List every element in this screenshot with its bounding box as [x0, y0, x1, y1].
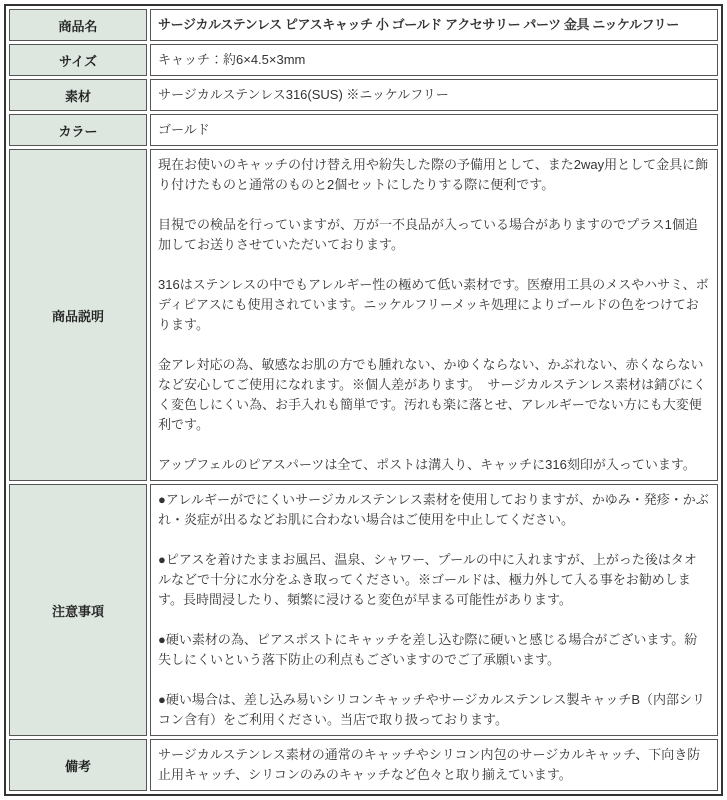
table-row — [9, 739, 718, 791]
paragraph: サージカルステンレス素材の通常のキャッチやシリコン内包のサージカルキャッチ、下向き防止用キャッチ、シリコンのみのキャッチなど色々と取り揃えています。 — [158, 747, 701, 782]
paragraph: サージカルステンレス316(SUS) ※ニッケルフリー — [158, 87, 449, 102]
table-row — [9, 44, 718, 76]
paragraph: ゴールド — [158, 122, 210, 137]
row-value — [150, 739, 718, 791]
paragraph: 316はステンレスの中でもアレルギー性の極めて低い素材です。医療用工具のメスやハサミ、ボディピアスにも使用されています。ニッケルフリーメッキ処理によりゴールドの色をつけております。 — [158, 277, 709, 332]
paragraph: ●硬い素材の為、ピアスポストにキャッチを差し込む際に硬いと感じる場合がございます。紛失しにくいという落下防止の利点もございますのでご了承願います。 — [158, 632, 698, 667]
paragraph: ●硬い場合は、差し込み易いシリコンキャッチやサージカルステンレス製キャッチB（内部シリコン含有）をご利用ください。当店で取り扱っております。 — [158, 692, 705, 727]
paragraph: 目視での検品を行っていますが、万が一不良品が入っている場合がありますのでプラス1個追加してお送りさせていただいております。 — [158, 217, 698, 252]
spec-table-body — [9, 9, 718, 791]
row-value — [150, 149, 718, 481]
table-row — [9, 114, 718, 146]
paragraph: サージカルステンレス ピアスキャッチ 小 ゴールド アクセサリー パーツ 金具 ニッケルフリー — [158, 17, 679, 32]
row-value — [150, 114, 718, 146]
row-label: サイズ — [9, 44, 147, 76]
row-value — [150, 79, 718, 111]
row-label: 商品名 — [9, 9, 147, 41]
row-value — [150, 44, 718, 76]
paragraph: キャッチ：約6×4.5×3mm — [158, 52, 306, 67]
table-row — [9, 9, 718, 41]
row-value — [150, 484, 718, 736]
table-row — [9, 79, 718, 111]
table-row — [9, 484, 718, 736]
paragraph: アップフェルのピアスパーツは全て、ポストは溝入り、キャッチに316刻印が入っています。 — [158, 457, 696, 472]
paragraph: ●アレルギーがでにくいサージカルステンレス素材を使用しておりますが、かゆみ・発疹・かぶれ・炎症が出るなどお肌に合わない場合はご使用を中止してください。 — [158, 492, 709, 527]
row-value — [150, 9, 718, 41]
row-label: カラー — [9, 114, 147, 146]
paragraph: ●ピアスを着けたままお風呂、温泉、シャワー、プールの中に入れますが、上がった後はタオルなどで十分に水分をふき取ってください。※ゴールドは、極力外して入る事をお勧めします。長時間浸したり、頻繁に浸けると変色が早まる可能性があります。 — [158, 552, 697, 607]
product-spec-table — [4, 4, 723, 796]
table-row — [9, 149, 718, 481]
row-label: 注意事項 — [9, 484, 147, 736]
paragraph: 金アレ対応の為、敏感なお肌の方でも腫れない、かゆくならない、かぶれない、赤くならないなど安心してご使用になれます。※個人差があります。 サージカルステンレス素材は錆びにくく変色しにくい為、お手入れも簡単です。汚れも楽に落とせ、アレルギーでない方にも大変便利です。 — [158, 357, 707, 432]
row-label: 素材 — [9, 79, 147, 111]
row-label: 備考 — [9, 739, 147, 791]
paragraph: 現在お使いのキャッチの付け替え用や紛失した際の予備用として、また2way用として金具に飾り付けたものと通常のものと2個セットにしたりする際に便利です。 — [158, 157, 709, 192]
row-label: 商品説明 — [9, 149, 147, 481]
